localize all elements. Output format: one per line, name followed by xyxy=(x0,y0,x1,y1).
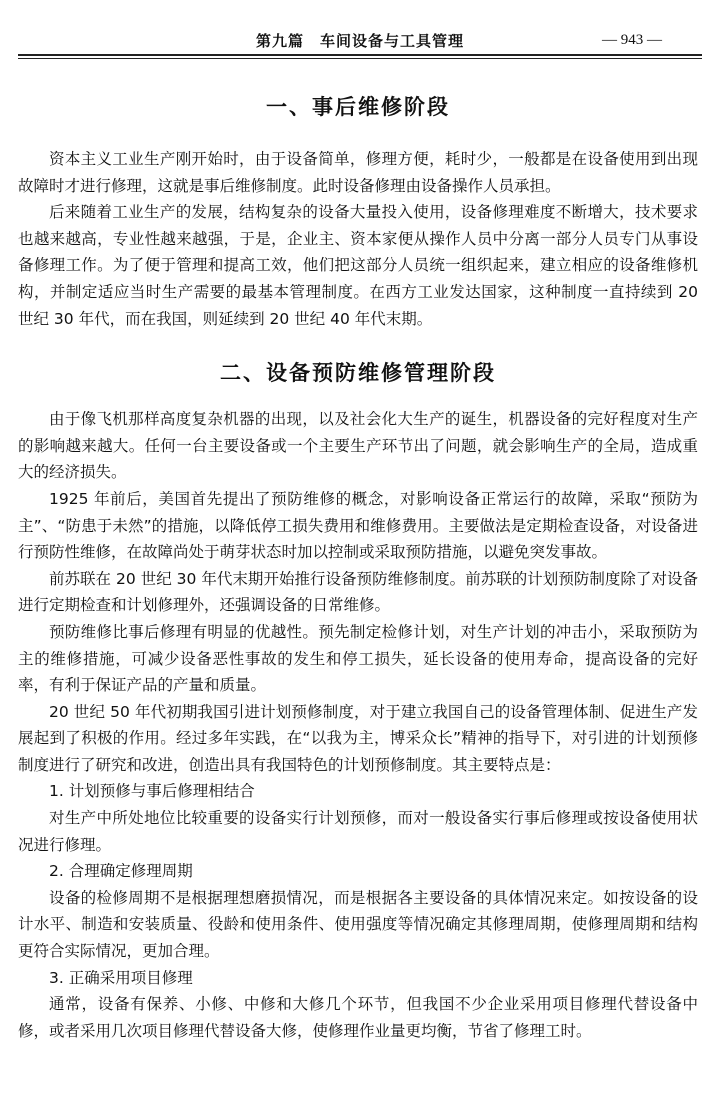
running-header xyxy=(18,26,702,62)
paragraph: 后来随着工业生产的发展，结构复杂的设备大量投入使用，设备修理难度不断增大，技术要求也越来越高，专业性越来越强，于是，企业主、资本家便从操作人员中分离一部分人员专门从事设备修理工作。为了便于管理和提高工效，他们把这部分人员统一组织起来，建立相应的设备维修机构，并制定适应当时生产需要的最基本管理制度。在西方工业发达国家，这种制度一直持续到 20 世纪 30 年代，而在我国，则延续到 20 世纪 40 年代末期。 xyxy=(18,203,698,328)
section-heading-1: 一、事后维修阶段 xyxy=(266,95,450,119)
header-rule-thin xyxy=(18,58,702,59)
header-rule-thick xyxy=(18,54,702,56)
list-item-text: 通常，设备有保养、小修、中修和大修几个环节，但我国不少企业采用项目修理代替设备中修，或者采用几次项目修理代替设备大修，使修理作业量更均衡，节省了修理工时。 xyxy=(18,995,698,1040)
paragraph: 预防维修比事后修理有明显的优越性。预先制定检修计划，对生产计划的冲击小，采取预防为主的维修措施，可减少设备恶性事故的发生和停工损失，延长设备的使用寿命，提高设备的完好率，有利于保证产品的产量和质量。 xyxy=(18,622,698,695)
page-number: — 943 — xyxy=(602,32,662,48)
list-item-title: 2. 合理确定修理周期 xyxy=(49,862,193,881)
paragraph: 由于像飞机那样高度复杂机器的出现，以及社会化大生产的诞生，机器设备的完好程度对生产的影响越来越大。任何一台主要设备或一个主要生产环节出了问题，就会影响生产的全局，造成重大的经济损失。 xyxy=(18,410,698,482)
paragraph: 资本主义工业生产刚开始时，由于设备简单，修理方便，耗时少，一般都是在设备使用到出现故障时才进行修理，这就是事后维修制度。此时设备修理由设备操作人员承担。 xyxy=(18,150,698,195)
paragraph: 20 世纪 50 年代初期我国引进计划预修制度，对于建立我国自己的设备管理体制、促进生产发展起到了积极的作用。经过多年实践，在“以我为主，博采众长”精神的指导下，对引进的计划预修制度进行了研究和改进，创造出具有我国特色的计划预修制度。其主要特点是： xyxy=(18,702,698,774)
paragraph: 1925 年前后，美国首先提出了预防维修的概念，对影响设备正常运行的故障，采取“预防为主”、“防患于未然”的措施，以降低停工损失费用和维修费用。主要做法是定期检查设备，对设备进行预防性维修，在故障尚处于萌芽状态时加以控制或采取预防措施，以避免突发事故。 xyxy=(18,489,698,562)
section-heading-2: 二、设备预防维修管理阶段 xyxy=(220,361,496,386)
list-item-title: 3. 正确采用项目修理 xyxy=(49,968,193,987)
paragraph: 前苏联在 20 世纪 30 年代末期开始推行设备预防维修制度。前苏联的计划预防制度除了对设备进行定期检查和计划修理外，还强调设备的日常维修。 xyxy=(18,569,698,615)
page-body xyxy=(18,92,698,1044)
header-title: 第九篇 车间设备与工具管理 xyxy=(255,32,464,50)
list-item-text: 设备的检修周期不是根据理想磨损情况，而是根据各主要设备的具体情况来定。如按设备的设计水平、制造和安装质量、役龄和使用条件、使用强度等情况确定其修理周期，使修理周期和结构更符合实际情况，更加合理。 xyxy=(18,888,698,961)
list-item-text: 对生产中所处地位比较重要的设备实行计划预修，而对一般设备实行事后修理或按设备使用状况进行修理。 xyxy=(18,809,698,854)
list-item-title: 1. 计划预修与事后修理相结合 xyxy=(49,782,255,801)
